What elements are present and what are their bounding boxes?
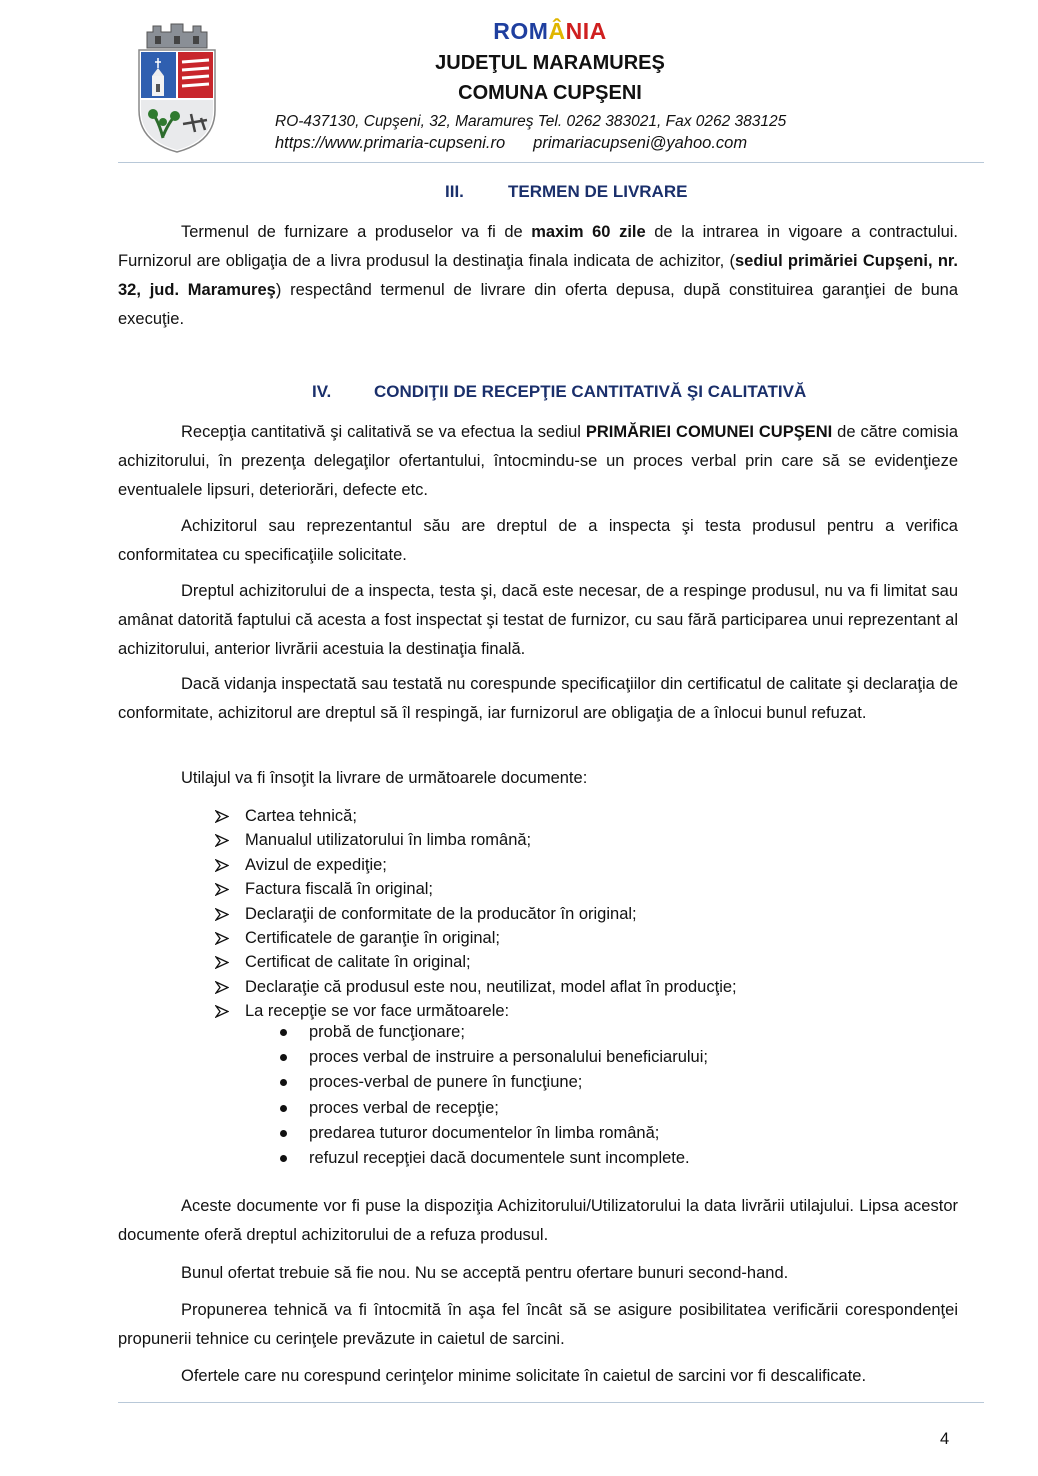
- paragraph-reception: Recepţia cantitativă şi calitativă se va efectua la sediul PRIMĂRIEI COMUNEI CUPŞENI de către comisia achizitorului, în prezenţa delegaţilor ofertantului, întocmindu-se un proces verbal prin care să se evidenţieze eventualele lipsuri, deteriorări, defecte etc.: [118, 423, 959, 499]
- section-heading-4: [312, 382, 872, 406]
- section-number: III.: [445, 182, 464, 201]
- header-divider: [118, 162, 984, 163]
- arrow-bullet-icon: [215, 956, 229, 969]
- documents-list: [215, 804, 915, 1024]
- dot-bullet-icon: [280, 1054, 287, 1061]
- arrow-bullet-icon: [215, 932, 229, 945]
- section-heading-3: [445, 182, 745, 206]
- page-number: 4: [940, 1430, 950, 1448]
- email-link[interactable]: primariacupseni@yahoo.com: [533, 134, 748, 152]
- list-item: [215, 950, 915, 974]
- arrow-bullet-icon: [215, 859, 229, 872]
- dot-bullet-icon: [280, 1105, 287, 1112]
- list-item: [280, 1121, 930, 1146]
- arrow-bullet-icon: [215, 810, 229, 823]
- paragraph-delivery-term: Termenul de furnizare a produselor va fi de maxim 60 zile de la intrarea in vigoare a contractului. Furnizorul are obligaţia de a livra produsul la destinaţia finala indicata de achizitor, (sediul primăriei Cupşeni, nr. 32, jud. Maramureş) respectând termenul de livrare din oferta depusa, după constituirea garanţiei de buna execuţie.: [118, 223, 958, 328]
- list-item-label: predarea tuturor documentelor în limba română;: [309, 1123, 660, 1142]
- section-title: CONDIŢII DE RECEPŢIE CANTITATIVĂ ŞI CALITATIVĂ: [374, 382, 807, 401]
- list-item: [215, 853, 915, 877]
- list-item-label: proces verbal de recepţie;: [309, 1098, 499, 1117]
- arrow-bullet-icon: [215, 908, 229, 921]
- paragraph-documents-availability: Aceste documente vor fi puse la dispoziţia Achizitorului/Utilizatorului la data livrării utilajului. Lipsa acestor documente oferă dreptul achizitorului de a refuza produsul.: [118, 1197, 958, 1244]
- list-item: [215, 828, 915, 852]
- list-item: [280, 1096, 930, 1121]
- dot-bullet-icon: [280, 1029, 287, 1036]
- paragraph-inspection-right: Achizitorul sau reprezentantul său are dreptul de a inspecta şi testa produsul pentru a verifica conformitatea cu specificaţiile solicitate.: [118, 517, 958, 564]
- list-item-label: proces verbal de instruire a personalului beneficiarului;: [309, 1048, 708, 1067]
- list-item: [280, 1045, 930, 1070]
- arrow-bullet-icon: [215, 1005, 229, 1018]
- paragraph-new-goods: Bunul ofertat trebuie să fie nou. Nu se acceptă pentru ofertare bunuri second-hand.: [181, 1264, 789, 1282]
- arrow-bullet-icon: [215, 981, 229, 994]
- arrow-bullet-icon: [215, 834, 229, 847]
- list-item: [215, 877, 915, 901]
- list-item-label: Certificat de calitate în original;: [245, 953, 471, 972]
- section-title: TERMEN DE LIVRARE: [508, 182, 688, 201]
- section-number: IV.: [312, 382, 332, 401]
- list-item-label: Factura fiscală în original;: [245, 880, 434, 899]
- paragraph-nonconformity: Dacă vidanja inspectată sau testată nu corespunde specificaţiilor din certificatul de calitate şi declaraţia de conformitate, achizitorul are dreptul să îl respingă, iar furnizorul are obligaţia de a înlocui bunul refuzat.: [118, 675, 958, 722]
- list-item-label: probă de funcţionare;: [309, 1023, 465, 1041]
- list-item-label: Declaraţii de conformitate de la producător în original;: [245, 904, 637, 923]
- list-item: [215, 975, 915, 999]
- list-item: [215, 804, 915, 828]
- list-item-label: Certificatele de garanţie în original;: [245, 928, 500, 947]
- list-item-label: Manualul utilizatorului în limba română;: [245, 831, 532, 850]
- dot-bullet-icon: [280, 1130, 287, 1137]
- dot-bullet-icon: [280, 1155, 287, 1162]
- address-line: RO-437130, Cupşeni, 32, Maramureş Tel. 0262 383021, Fax 0262 383125: [275, 113, 787, 130]
- list-item: [215, 926, 915, 950]
- list-item: [215, 902, 915, 926]
- paragraph-technical-proposal: Propunerea tehnică va fi întocmită în aşa fel încât să se asigure posibilitatea verificării corespondenţei propunerii tehnice cu cerinţele prevăzute in caietul de sarcini.: [118, 1301, 958, 1348]
- list-item-label: La recepţie se vor face următoarele:: [245, 1002, 510, 1021]
- website-link[interactable]: https://www.primaria-cupseni.ro: [275, 134, 506, 152]
- list-item: [280, 1020, 930, 1045]
- footer-divider: [118, 1402, 984, 1403]
- paragraph-disqualification: Ofertele care nu corespund cerinţelor minime solicitate în caietul de sarcini vor fi descalificate.: [181, 1367, 867, 1385]
- county-name: JUDEŢUL MARAMUREŞ: [435, 52, 665, 74]
- list-item: [280, 1070, 930, 1095]
- list-item-label: Declaraţie că produsul este nou, neutilizat, model aflat în producţie;: [245, 977, 737, 996]
- list-item-label: refuzul recepţiei dacă documentele sunt incomplete.: [309, 1148, 690, 1167]
- arrow-bullet-icon: [215, 883, 229, 896]
- paragraph-documents-intro: Utilajul va fi însoţit la livrare de următoarele documente:: [181, 769, 588, 787]
- list-item-label: Avizul de expediţie;: [245, 855, 387, 874]
- coat-of-arms-logo: [135, 18, 219, 154]
- reception-items-list: [280, 1020, 930, 1171]
- dot-bullet-icon: [280, 1079, 287, 1086]
- paragraph-rejection-right: Dreptul achizitorului de a inspecta, testa şi, dacă este necesar, de a respinge produsul, nu va fi limitat sau amânat datorită faptului că acesta a fost inspectat şi testat de furnizor, cu sau fără participarea unui reprezentant al achizitorului, anterior livrării acestuia la destinaţia finală.: [118, 582, 958, 658]
- list-item: [280, 1146, 930, 1171]
- commune-name: COMUNA CUPŞENI: [458, 82, 642, 104]
- list-item-label: Cartea tehnică;: [245, 807, 357, 825]
- list-item-label: proces-verbal de punere în funcţiune;: [309, 1073, 583, 1092]
- web-contact-line: [275, 134, 747, 153]
- country-name: ROMÂNIA: [493, 18, 607, 44]
